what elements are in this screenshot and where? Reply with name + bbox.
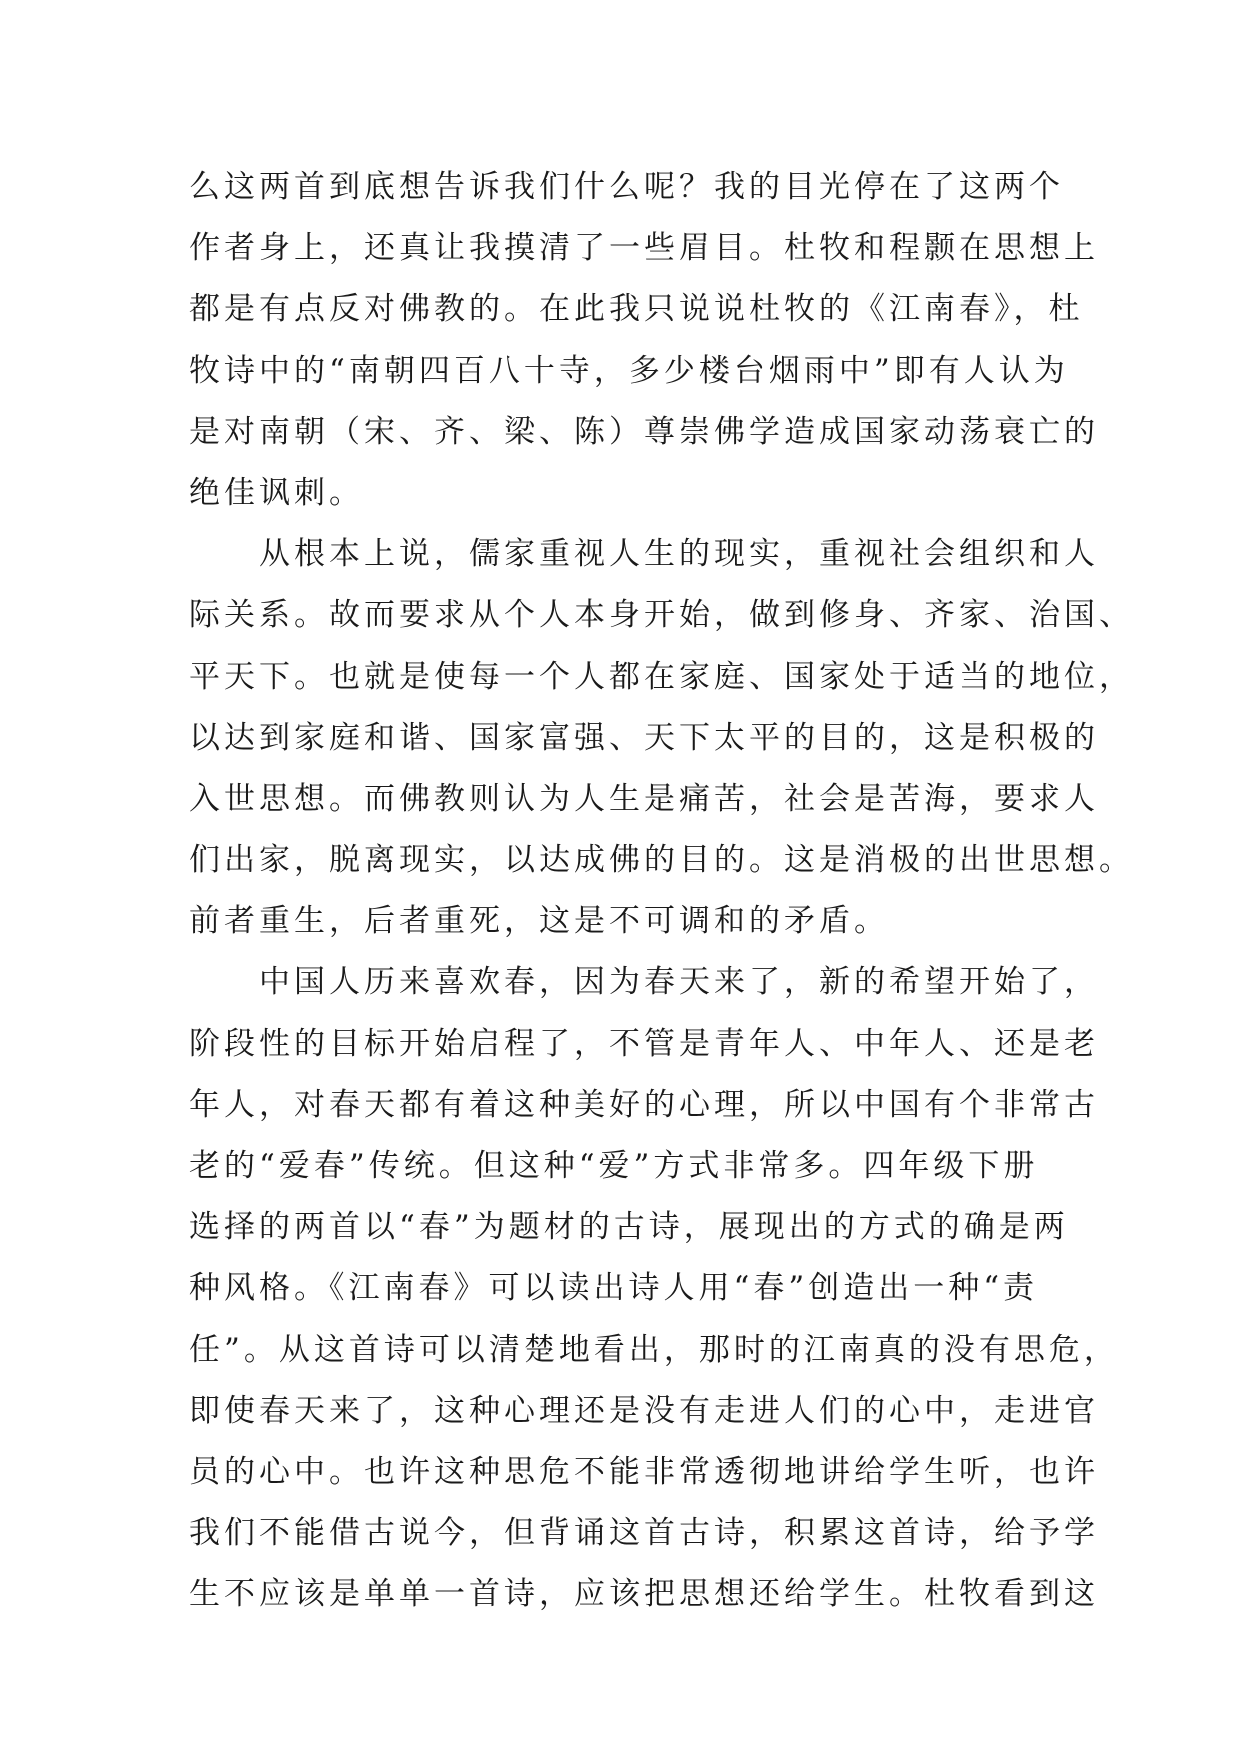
text-line: 我们不能借古说今，但背诵这首古诗，积累这首诗，给予学	[189, 1515, 1099, 1552]
text-line: 年人，对春天都有着这种美好的心理，所以中国有个非常古	[189, 1086, 1099, 1123]
text-line: 入世思想。而佛教则认为人生是痛苦，社会是苦海，要求人	[189, 780, 1099, 817]
text-line: 以达到家庭和谐、国家富强、天下太平的目的，这是积极的	[189, 719, 1099, 756]
text-line: 选择的两首以“春”为题材的古诗，展现出的方式的确是两	[189, 1209, 1069, 1246]
text-line: 即使春天来了，这种心理还是没有走进人们的心中，走进官	[189, 1392, 1099, 1429]
text-line: 员的心中。也许这种思危不能非常透彻地讲给学生听，也许	[189, 1453, 1099, 1490]
body-text	[189, 157, 1134, 1626]
text-line: 任”。从这首诗可以清楚地看出，那时的江南真的没有思危，	[189, 1331, 1119, 1368]
text-line: 牧诗中的“南朝四百八十寺，多少楼台烟雨中”即有人认为	[189, 352, 1069, 389]
text-line: 绝佳讽刺。	[189, 474, 364, 511]
text-line: 作者身上，还真让我摸清了一些眉目。杜牧和程颢在思想上	[189, 230, 1099, 267]
text-line: 都是有点反对佛教的。在此我只说说杜牧的《江南春》，杜	[189, 291, 1084, 328]
text-line: 生不应该是单单一首诗，应该把思想还给学生。杜牧看到这	[189, 1576, 1099, 1613]
text-line: 阶段性的目标开始启程了，不管是青年人、中年人、还是老	[189, 1025, 1099, 1062]
text-line: 从根本上说，儒家重视人生的现实，重视社会组织和人	[189, 536, 1099, 573]
text-line: 是对南朝（宋、齐、梁、陈）尊崇佛学造成国家动荡衰亡的	[189, 413, 1099, 450]
text-line: 老的“爱春”传统。但这种“爱”方式非常多。四年级下册	[189, 1148, 1039, 1184]
text-line: 种风格。《江南春》可以读出诗人用“春”创造出一种“责	[189, 1270, 1039, 1307]
text-line: 中国人历来喜欢春，因为春天来了，新的希望开始了，	[189, 964, 1099, 1001]
text-line: 平天下。也就是使每一个人都在家庭、国家处于适当的地位，	[189, 658, 1134, 695]
text-line: 际关系。故而要求从个人本身开始，做到修身、齐家、治国、	[189, 597, 1134, 634]
text-line: 们出家，脱离现实，以达成佛的目的。这是消极的出世思想。	[189, 842, 1134, 879]
text-line: 么这两首到底想告诉我们什么呢？我的目光停在了这两个	[189, 169, 1064, 205]
text-line: 前者重生，后者重死，这是不可调和的矛盾。	[189, 903, 889, 940]
